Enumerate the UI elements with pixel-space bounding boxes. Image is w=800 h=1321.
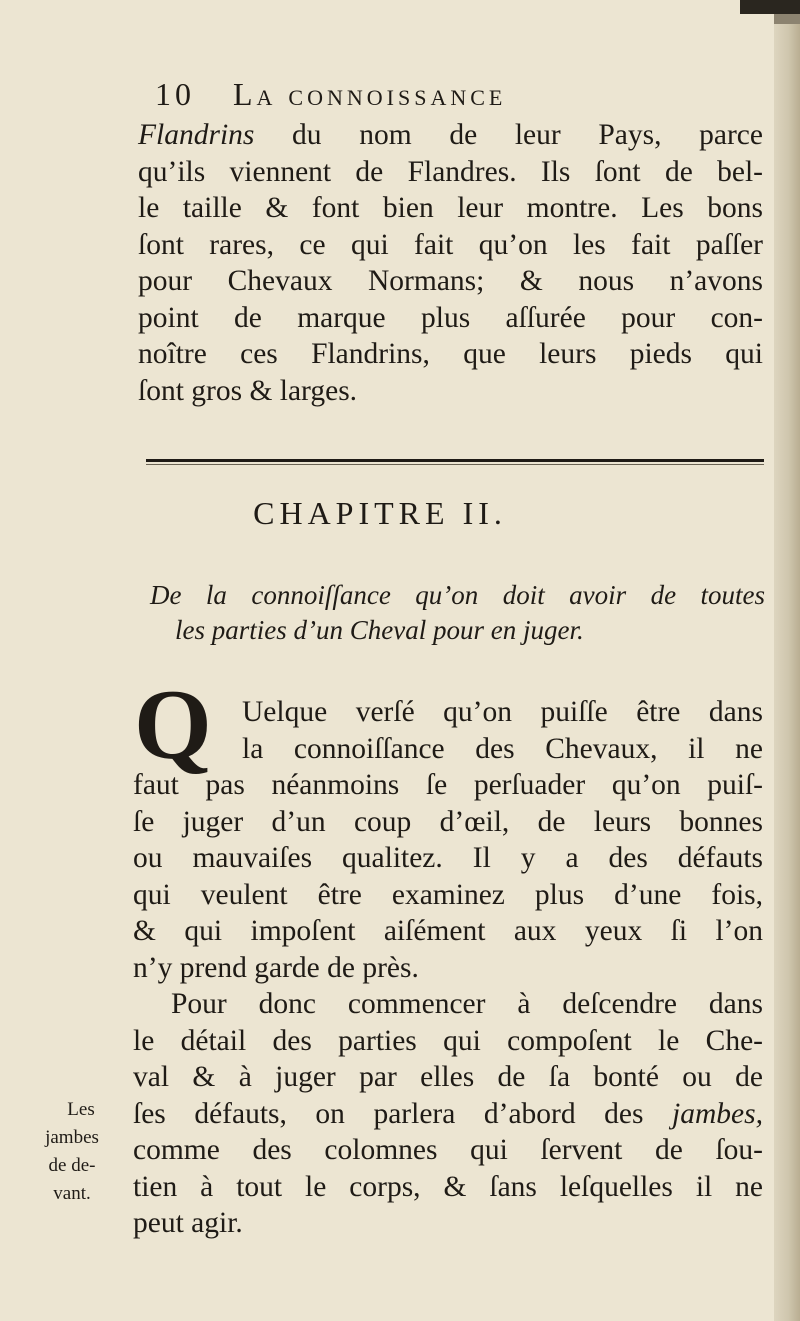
line-text: du nom de leur Pays, parce <box>254 119 763 151</box>
text-line: ſont rares, ce qui fait qu’on les fait paſſer <box>138 228 763 261</box>
margin-note-line: jambes <box>45 1127 99 1148</box>
italic-word: jambes, <box>672 1097 763 1130</box>
text-line: le taille & font bien leur montre. Les bons <box>138 192 763 224</box>
chapter-subtitle-line: les parties d’un Cheval pour en juger. <box>175 615 584 645</box>
text-line <box>138 117 763 154</box>
text-line: le détail des parties qui compoſent le Che- <box>133 1024 763 1057</box>
text-line: ou mauvaiſes qualitez. Il y a des défauts <box>133 842 763 874</box>
line-text: ſes défauts, on parlera d’abord des <box>133 1097 673 1130</box>
page-corner-shadow <box>740 0 800 14</box>
drop-cap <box>134 669 232 780</box>
section-divider-thin <box>146 464 764 465</box>
italic-word: Flandrins <box>138 119 255 151</box>
text-line: ſe juger d’un coup d’œil, de leurs bonnes <box>133 805 763 838</box>
drop-cap-letter: Q <box>134 669 212 780</box>
text-line: comme des colomnes qui ſervent de ſou- <box>133 1134 763 1166</box>
margin-note-line: Les <box>67 1099 95 1120</box>
margin-note-line: de de- <box>48 1155 96 1176</box>
chapter-title: CHAPITRE II. <box>253 495 507 531</box>
margin-note-line: vant. <box>53 1183 91 1204</box>
top-paragraph <box>138 117 763 409</box>
text-line: point de marque plus aſſurée pour con- <box>138 301 763 334</box>
text-line: qui veulent être examinez plus d’une fois, <box>133 878 763 911</box>
margin-note <box>24 1096 120 1208</box>
text-line: n’y prend garde de près. <box>133 951 419 984</box>
chapter-subtitle-line: De la connoiſſance qu’on doit avoir de toutes <box>150 580 765 610</box>
text-line: Pour donc commencer à deſcendre dans <box>171 988 763 1020</box>
text-line: pour Chevaux Normans; & nous n’avons <box>138 265 763 297</box>
first-paragraph <box>133 767 763 986</box>
text-line: & qui impoſent aiſément aux yeux ſi l’on <box>133 915 763 947</box>
second-paragraph <box>133 986 763 1242</box>
first-paragraph-indented <box>242 694 763 767</box>
page-edge <box>774 0 800 1321</box>
text-line: Uelque verſé qu’on puiſſe être dans <box>242 696 763 728</box>
text-line: tien à tout le corps, & ſans leſquelles il ne <box>133 1170 763 1203</box>
text-line: noître ces Flandrins, que leurs pieds qui <box>138 338 763 370</box>
text-line: ſont gros & larges. <box>138 374 358 407</box>
text-line: qu’ils viennent de Flandres. Ils ſont de bel- <box>138 155 763 188</box>
text-line: val & à juger par elles de ſa bonté ou de <box>133 1061 763 1093</box>
page-corner-shade <box>774 14 800 24</box>
running-header <box>155 76 506 113</box>
page-number: 10 <box>155 76 195 112</box>
text-line: peut agir. <box>133 1207 243 1239</box>
text-line <box>133 1096 763 1133</box>
section-divider <box>146 459 764 462</box>
running-title: La connoissance <box>233 76 507 112</box>
text-line: faut pas néanmoins ſe perſuader qu’on puiſ- <box>133 769 763 801</box>
text-line: la connoiſſance des Chevaux, il ne <box>242 732 763 765</box>
